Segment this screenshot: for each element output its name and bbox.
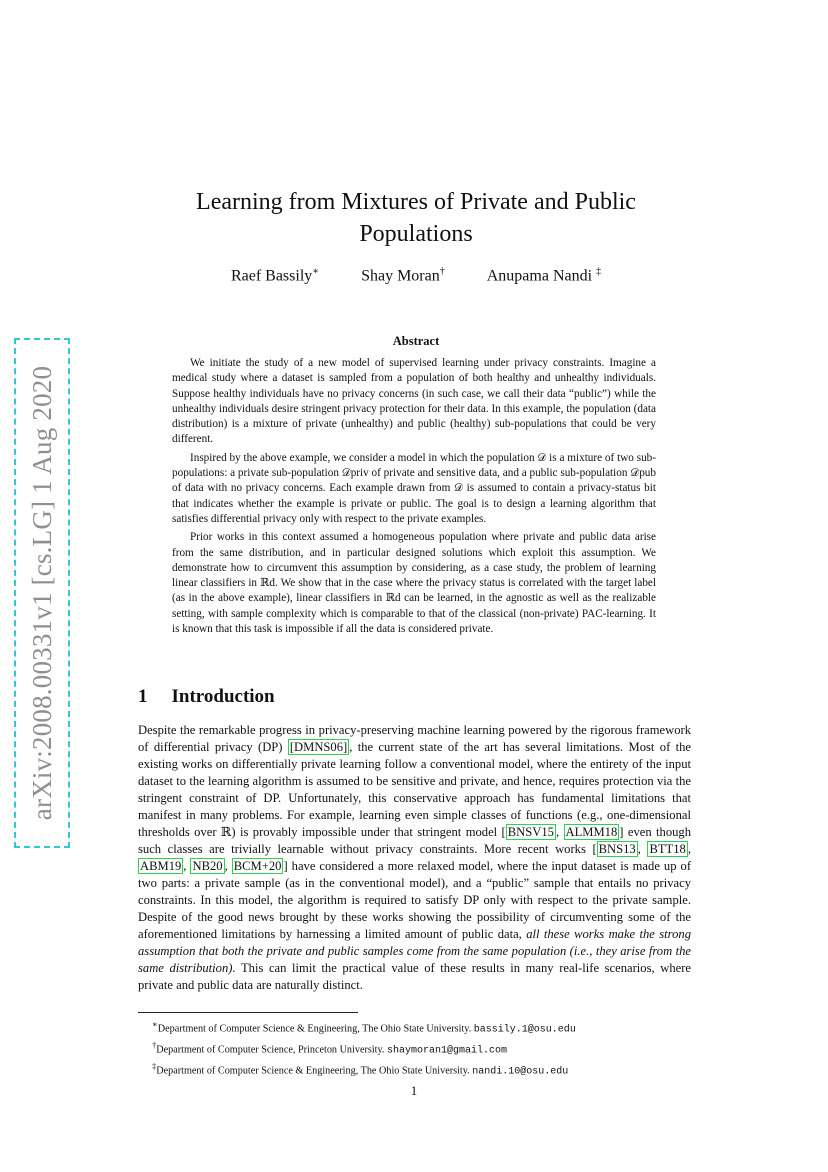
- footnote-3: ‡Department of Computer Science & Engineering, The Ohio State University. nandi.10@osu.edu: [152, 1060, 569, 1078]
- abstract-heading: Abstract: [392, 334, 440, 348]
- introduction-body: [138, 722, 691, 994]
- citation-link[interactable]: BTT18: [649, 842, 686, 856]
- emphasized-assumption: all these works make the strong assumption that both the private and public samples come from the same population (i.e., they arise from the same distribution).: [138, 927, 691, 975]
- author-1: Raef Bassily∗: [230, 266, 320, 285]
- abstract-paragraph-2: Inspired by the above example, we consider a model in which the population 𝒟 is a mixture of two sub-populations: a private sub-population 𝒟priv of private and sensitive data, and a public sub-population 𝒟pub of data with no privacy concerns. Each example drawn from 𝒟 is assumed to contain a privacy-status bit that indicates whether the example is private or public. The goal is to design a learning algorithm that satisfies differential privacy only with respect to the private examples.: [172, 451, 656, 525]
- section-number: 1: [138, 686, 148, 707]
- abstract-paragraph-3: Prior works in this context assumed a homogeneous population where private and public data arise from the same distribution, and in particular designed solutions which exploit this assumption. We demonstrate how to circumvent this assumption by considering, as a case study, the problem of learning linear classifiers in ℝd. We show that in the case where the privacy status is correlated with the target label (as in the above example), linear classifiers in ℝd can be learned, in the agnostic as well as the realizable setting, with sample complexity which is comparable to that of the classical (non-private) PAC-learning. It is known that this task is impossible if all the data is considered private.: [172, 531, 656, 636]
- email-link[interactable]: nandi.10@osu.edu: [472, 1066, 569, 1078]
- citation-link[interactable]: BNSV15: [507, 825, 554, 839]
- abstract-body: [172, 356, 656, 637]
- page-number: 1: [410, 1083, 418, 1098]
- arxiv-sidebar-stamp[interactable]: [14, 338, 70, 848]
- footnotes: [152, 1017, 576, 1080]
- author-2-mark[interactable]: †: [439, 266, 445, 277]
- citation-link[interactable]: ALMM18: [565, 825, 618, 839]
- footnote-2: †Department of Computer Science, Princeton University. shaymoran1@gmail.com: [152, 1039, 508, 1057]
- citation-link[interactable]: BNS13: [598, 842, 636, 856]
- arxiv-id-link[interactable]: [14, 338, 70, 848]
- citation-link[interactable]: BCM+20: [233, 859, 282, 873]
- email-link[interactable]: bassily.1@osu.edu: [473, 1024, 576, 1036]
- citation-link[interactable]: [DMNS06]: [289, 740, 348, 754]
- section-title: Introduction: [171, 686, 275, 707]
- section-heading-introduction: [138, 686, 275, 708]
- paper-title: Learning from Mixtures of Private and Public Populations: [196, 189, 636, 247]
- author-list: [140, 266, 692, 285]
- citation-link[interactable]: NB20: [192, 859, 223, 873]
- footnote-1: ∗Department of Computer Science & Engineering, The Ohio State University. bassily.1@osu.edu: [152, 1019, 576, 1036]
- arxiv-id-text: arXiv:2008.00331v1 [cs.LG] 1 Aug 2020: [26, 365, 57, 821]
- author-3: Anupama Nandi ‡: [486, 266, 602, 285]
- author-2: Shay Moran†: [361, 266, 445, 285]
- abstract-paragraph-1: We initiate the study of a new model of supervised learning under privacy constraints. Imagine a medical study where a dataset is sampled from a population of both healthy and unhealthy individuals. Suppose healthy individuals have no privacy concerns (in such case, we call their data “public”) while the unhealthy individuals desire stringent privacy protection for their data. In this example, the population (data distribution) is a mixture of private (unhealthy) and public (healthy) sub-populations that could be very different.: [172, 357, 656, 446]
- author-3-mark[interactable]: ‡: [596, 266, 602, 277]
- author-1-mark[interactable]: ∗: [312, 266, 320, 277]
- intro-paragraph: Despite the remarkable progress in privacy-preserving machine learning powered by the rigorous framework of differential privacy (DP) [DMNS06] , the current state of the art has several limitations. Most of the existing works on differentially private learning follow a conventional model, where the entirety of the input dataset to the learning algorithm is assumed to be sensitive and private, and hence, requires protection via the stringent constraint of DP. Unfortunately, this conservative approach has fundamental limitations that manifest in many problems. For example, learning even simple classes of functions (e.g., one-dimensional thresholds over ℝ) is provably impossible under that stringent model [ BNSV15 , ALMM18 ] even though such classes are trivially learnable without privacy constraints. More recent works [ BNS13 , BTT18 , ABM19 , NB20 , BCM+20 ] have considered a more relaxed model, where the input dataset is made up of two parts: a private sample (as in the conventional model), and a “public” sample that entails no privacy constraints. In this model, the algorithm is required to satisfy DP only with respect to the private sample. Despite of the good news brought by these works showing the possibility of circumventing some of the aforementioned limitations by harnessing a limited amount of public data, all these works make the strong assumption that both the private and public samples come from the same population (i.e., they arise from the same distribution). This can limit the practical value of these results in many real-life scenarios, where private and public data are naturally distinct.: [138, 723, 692, 992]
- citation-link[interactable]: ABM19: [140, 859, 182, 873]
- email-link[interactable]: shaymoran1@gmail.com: [387, 1045, 508, 1057]
- footnote-divider: [138, 1012, 358, 1013]
